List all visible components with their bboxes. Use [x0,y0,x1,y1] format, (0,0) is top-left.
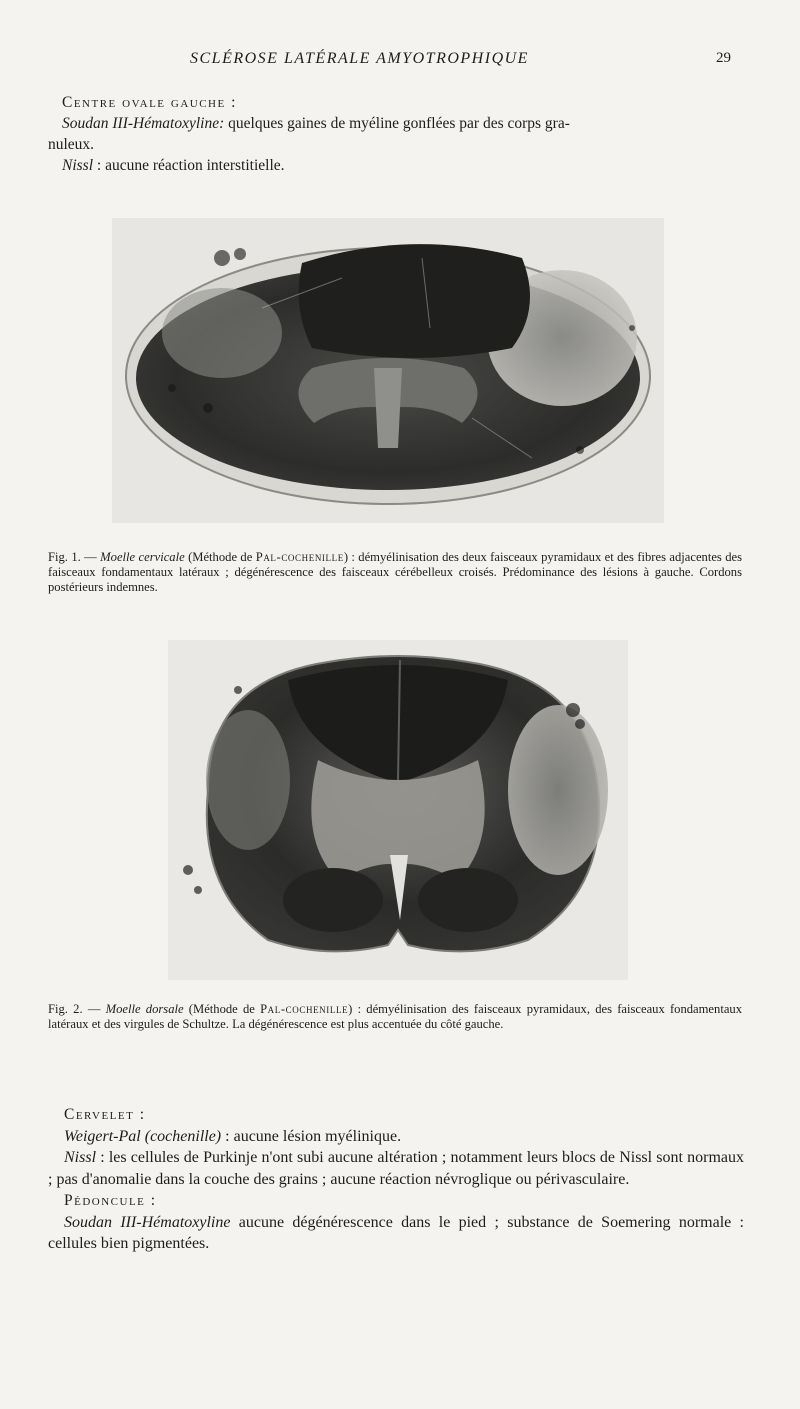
top-section [48,92,742,176]
figure-2-dorsal-cord-photo [168,640,628,980]
caption-text: (Méthode de [183,1002,261,1016]
section-heading-centre-ovale: Centre ovale gauche : [62,94,237,111]
caption-text: (Méthode de [184,550,256,564]
soudan-paragraph [62,113,742,134]
nissl-cervelet-paragraph [48,1147,744,1190]
figure-label: Fig. 2. — [48,1002,106,1016]
nissl-paragraph [62,155,742,176]
figure-label: Fig. 1. — [48,550,101,564]
paragraph-text: nuleux. [48,136,95,153]
weigert-paragraph [48,1126,744,1148]
paragraph-text: aucune dégénérescence dans le pied ; substance de Soemering normale : cellules bien pigmentées. [48,1213,744,1252]
page-number: 29 [716,50,731,66]
section-heading-cervelet [48,1104,744,1126]
section-heading: Pédoncule : [64,1192,157,1209]
caption-text: ) : démyélinisation des faisceaux pyramidaux, des faisceaux fondamentaux latéraux et des virgules de Schultze. La dégénérescence est plus accentuée du côté gauche. [48,1002,742,1031]
method-name: Pal-cochenille [260,1002,349,1016]
method-name: Pal-cochenille [255,550,344,564]
figure-1-image [112,218,664,523]
paragraph-text: : aucune lésion myélinique. [221,1127,402,1145]
figure-title: Moelle cervicale [100,550,185,564]
section-heading-pedoncule [48,1190,744,1212]
method-name: Nissl [62,157,94,174]
method-name: Soudan III-Hématoxyline: [62,115,225,132]
figure-1-cervical-cord-photo [112,218,664,523]
method-name: Soudan III-Hématoxyline [64,1213,231,1231]
figure-2-image [168,640,628,980]
section-heading: Cervelet : [64,1106,146,1123]
method-name: Weigert-Pal [64,1127,141,1145]
method-name: Nissl [64,1149,97,1166]
soudan-pedoncule-paragraph [48,1212,744,1255]
paragraph-text: : les cellules de Purkinje n'ont subi aucune altération ; notamment leurs blocs de Nissl sont normaux ; pas d'anomalie dans la couche des grains ; aucune réaction névroglique ou périvasculaire. [48,1149,744,1188]
figure-1-caption [48,550,742,595]
paragraph-text: quelques gaines de myéline gonflées par des corps gra- [224,115,570,132]
figure-2-caption [48,1002,742,1032]
caption-text: ) : démyélinisation des deux faisceaux pyramidaux et des fibres adjacentes des faisceaux fondamentaux latéraux ; dégénérescence des faisceaux cérébelleux croisés. Prédominance des lésions à gauche. Cordons postérieurs indemnes. [48,550,743,594]
running-header: SCLÉROSE LATÉRALE AMYOTROPHIQUE [190,50,529,67]
paragraph-text: : aucune réaction interstitielle. [93,157,285,174]
method-name-secondary: (cochenille) [144,1127,222,1145]
soudan-paragraph-continuation [48,134,742,155]
bottom-section [48,1104,744,1255]
figure-title: Moelle dorsale [105,1002,184,1016]
